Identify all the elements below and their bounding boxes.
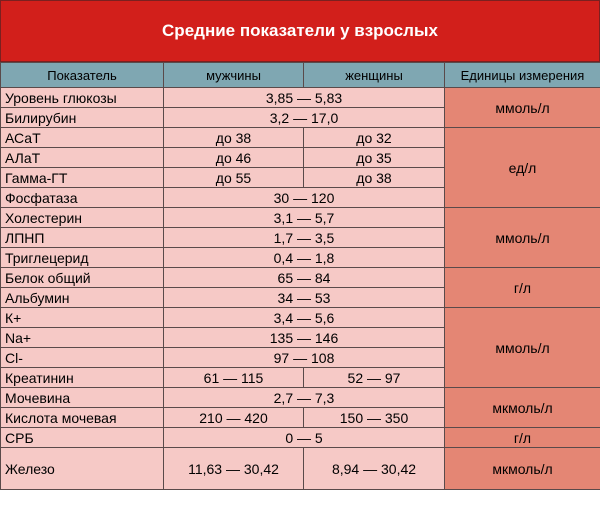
row-value-women: 8,94 — 30,42: [304, 448, 445, 490]
header-women: женщины: [304, 63, 445, 88]
table-row: [1, 268, 600, 288]
row-value-both: 34 — 53: [164, 288, 445, 308]
unit-cell: ммоль/л: [445, 308, 600, 388]
row-name: Уровень глюкозы: [1, 88, 164, 108]
row-value-men: до 55: [164, 168, 304, 188]
table-title: Средние показатели у взрослых: [0, 0, 600, 62]
row-name: Железо: [1, 448, 164, 490]
table-row: [1, 428, 600, 448]
row-value-both: 97 — 108: [164, 348, 445, 368]
row-name: Гамма-ГТ: [1, 168, 164, 188]
header-indicator: Показатель: [1, 63, 164, 88]
header-men: мужчины: [164, 63, 304, 88]
row-name: СРБ: [1, 428, 164, 448]
row-value-men: до 38: [164, 128, 304, 148]
row-value-both: 65 — 84: [164, 268, 445, 288]
row-value-both: 30 — 120: [164, 188, 445, 208]
row-value-men: 61 — 115: [164, 368, 304, 388]
unit-cell: г/л: [445, 428, 600, 448]
row-name: Мочевина: [1, 388, 164, 408]
table-row: [1, 448, 600, 490]
row-name: Альбумин: [1, 288, 164, 308]
row-name: АЛаТ: [1, 148, 164, 168]
row-value-both: 3,4 — 5,6: [164, 308, 445, 328]
unit-cell: мкмоль/л: [445, 448, 600, 490]
row-value-both: 0 — 5: [164, 428, 445, 448]
row-value-women: до 35: [304, 148, 445, 168]
row-value-women: 52 — 97: [304, 368, 445, 388]
row-value-both: 1,7 — 3,5: [164, 228, 445, 248]
row-name: Na+: [1, 328, 164, 348]
table-row: [1, 308, 600, 328]
row-name: Триглецерид: [1, 248, 164, 268]
reference-table: [0, 62, 600, 490]
row-name: Кислота мочевая: [1, 408, 164, 428]
row-name: Фосфатаза: [1, 188, 164, 208]
row-value-women: 150 — 350: [304, 408, 445, 428]
table-row: [1, 88, 600, 108]
row-value-men: до 46: [164, 148, 304, 168]
row-name: ЛПНП: [1, 228, 164, 248]
row-value-men: 210 — 420: [164, 408, 304, 428]
unit-cell: ед/л: [445, 128, 600, 208]
table-row: [1, 208, 600, 228]
row-name: Белок общий: [1, 268, 164, 288]
row-value-both: 3,2 — 17,0: [164, 108, 445, 128]
row-name: Cl-: [1, 348, 164, 368]
row-value-both: 3,1 — 5,7: [164, 208, 445, 228]
unit-cell: ммоль/л: [445, 208, 600, 268]
table-row: [1, 388, 600, 408]
row-name: Креатинин: [1, 368, 164, 388]
table-row: [1, 128, 600, 148]
unit-cell: г/л: [445, 268, 600, 308]
unit-cell: мкмоль/л: [445, 388, 600, 428]
row-value-men: 11,63 — 30,42: [164, 448, 304, 490]
row-name: Билирубин: [1, 108, 164, 128]
header-row: [1, 63, 600, 88]
row-value-both: 135 — 146: [164, 328, 445, 348]
header-units: Единицы измерения: [445, 63, 600, 88]
row-value-both: 3,85 — 5,83: [164, 88, 445, 108]
row-value-both: 2,7 — 7,3: [164, 388, 445, 408]
row-name: Холестерин: [1, 208, 164, 228]
row-value-women: до 38: [304, 168, 445, 188]
unit-cell: ммоль/л: [445, 88, 600, 128]
row-name: АСаТ: [1, 128, 164, 148]
row-value-women: до 32: [304, 128, 445, 148]
row-value-both: 0,4 — 1,8: [164, 248, 445, 268]
row-name: К+: [1, 308, 164, 328]
